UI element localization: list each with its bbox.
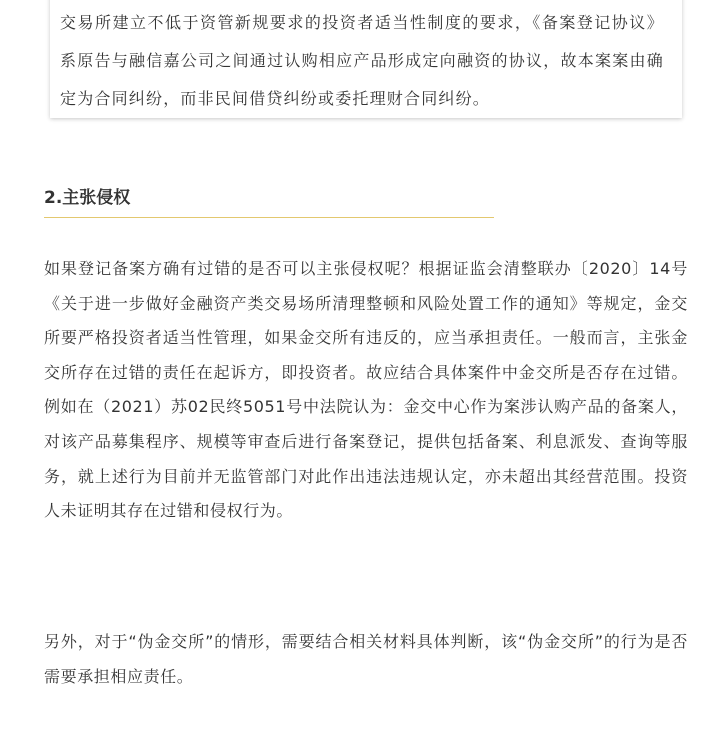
quote-box	[50, 0, 682, 118]
body-paragraph: 另外，对于“伪金交所”的情形，需要结合相关材料具体判断，该“伪金交所”的行为是否需要承担相应责任。	[44, 632, 688, 686]
quote-text: 交易所建立不低于资管新规要求的投资者适当性制度的要求，《备案登记协议》系原告与融信嘉公司之间通过认购相应产品形成定向融资的协议，故本案案由确定为合同纠纷，而非民间借贷纠纷或委托理财合同纠纷。	[60, 13, 664, 108]
body-paragraph: 如果登记备案方确有过错的是否可以主张侵权呢？根据证监会清整联办〔2020〕14号《关于进一步做好金融资产类交易场所清理整顿和风险处置工作的通知》等规定，金交所要严格投资者适当性管理，如果金交所有违反的，应当承担责任。一般而言，主张金交所存在过错的责任在起诉方，即投资者。故应结合具体案件中金交所是否存在过错。例如在（2021）苏02民终5051号中法院认为：金交中心作为案涉认购产品的备案人，对该产品募集程序、规模等审查后进行备案登记，提供包括备案、利息派发、查询等服务，就上述行为目前并无监管部门对此作出违法违规认定，亦未超出其经营范围。投资人未证明其存在过错和侵权行为。	[44, 259, 688, 521]
section-heading: 2.主张侵权	[44, 186, 494, 218]
